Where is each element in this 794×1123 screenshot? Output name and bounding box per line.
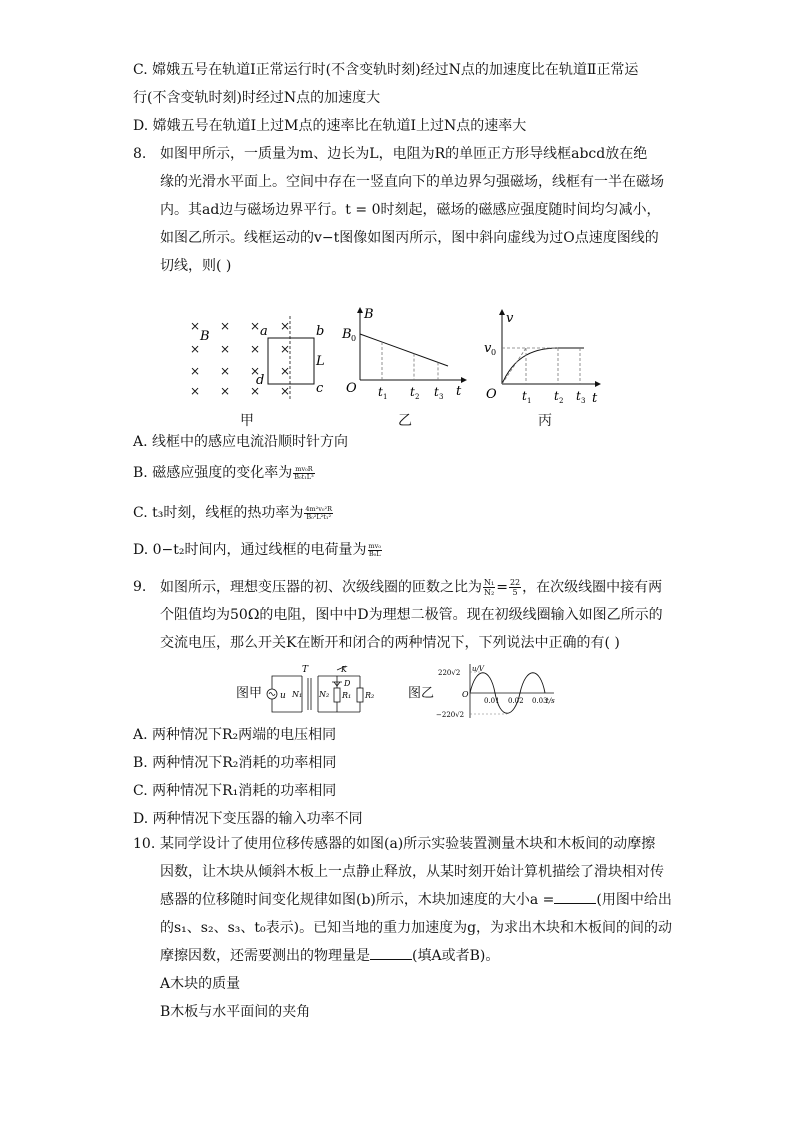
q8-stem-line2: 缘的光滑水平面上。空间中存在一竖直向下的单边界匀强磁场，线框有一半在磁场 [160, 174, 664, 190]
q9-ratio-n2: N₂ [484, 588, 495, 597]
q10-stem-line5 [160, 947, 499, 965]
q8-option-b-fraction [293, 466, 315, 481]
wave-label-uv: u/V [472, 665, 484, 673]
yi-label-t3-sub: 3 [439, 393, 444, 401]
bing-tangent-line [502, 348, 526, 384]
svg-text:×: × [190, 319, 201, 333]
bing-label-t: t [592, 391, 598, 406]
q8-option-d-fraction [368, 543, 382, 558]
q8-option-c-text: C. t₃时刻，线框的热功率为 [133, 505, 304, 521]
svg-text:×: × [280, 319, 291, 333]
wave-tick-001: 0.01 [484, 697, 500, 705]
q9-label-N1: N₁ [292, 690, 303, 699]
wave-label-umax: 220√2 [438, 669, 461, 677]
yi-label-t: t [456, 384, 462, 399]
svg-text:×: × [280, 384, 291, 398]
svg-text:×: × [250, 384, 261, 398]
bing-label-t3-sub: 3 [581, 397, 586, 405]
q9-ratio-n1: N₁ [484, 578, 495, 587]
q9-figure-jia-label: 图甲 [236, 686, 263, 701]
resistor-r1-symbol [334, 688, 340, 702]
q9-option-b: B. 两种情况下R₂消耗的功率相同 [133, 755, 337, 771]
q9-label-K: K [341, 665, 347, 674]
q9-ratio-value [509, 578, 521, 597]
q8-option-d-num: mv₀ [368, 541, 381, 550]
q8-option-b-den: B₀t₁L³ [294, 472, 314, 481]
q9-label-u: u [280, 691, 286, 701]
q10-stem-line4: 的s₁、s₂、s₃、t₀表示)。已知当地的重力加速度为g，为求出木块和木板间的间的动 [160, 920, 673, 936]
label-B: B [200, 329, 210, 344]
q8-stem-line1: 如图甲所示，一质量为m、边长为L，电阻为R的单匝正方形导线框abcd放在绝 [160, 146, 648, 162]
q9-ratio-n [483, 578, 495, 597]
yi-label-O: O [346, 381, 357, 396]
q10-option-b: B木板与水平面间的夹角 [160, 1004, 311, 1020]
svg-text:×: × [220, 384, 231, 398]
q8-option-c-num: 4m²v₀²R [305, 504, 333, 513]
q7-option-c-line1: C. 嫦娥五号在轨道Ⅰ正常运行时(不含变轨时刻)经过N点的加速度比在轨道Ⅱ正常运 [133, 62, 639, 78]
svg-text:×: × [280, 342, 291, 356]
q10-option-a: A木块的质量 [160, 976, 241, 992]
svg-text:×: × [250, 319, 261, 333]
q8-option-b [133, 464, 316, 482]
q8-option-d-den: B₀L [368, 549, 381, 558]
svg-text:×: × [250, 342, 261, 356]
q8-caption-bing: 丙 [538, 413, 552, 429]
svg-text:×: × [190, 342, 201, 356]
wave-tick-003: 0.03 [532, 697, 548, 705]
bing-label-v0-sub: 0 [491, 348, 497, 357]
resistor-r2-symbol [357, 688, 363, 702]
q9-stem-line2: 个阻值均为50Ω的电阻，图中中D为理想二极管。现在初级线圈输入如图乙所示的 [160, 607, 663, 623]
bing-label-t2-sub: 2 [559, 397, 564, 405]
svg-text:×: × [280, 364, 291, 378]
q8-option-c [133, 504, 334, 522]
svg-text:×: × [220, 364, 231, 378]
yi-label-t1-sub: 1 [383, 393, 388, 401]
q10-answer-blank-2[interactable] [370, 947, 412, 960]
q10-stem-line5-b: (填A或者B)。 [412, 948, 500, 964]
q10-stem-line2: 因数，让木块从倾斜木板上一点静止释放，从某时刻开始计算机描绘了滑块相对传 [160, 864, 664, 880]
q9-option-c: C. 两种情况下R₁消耗的功率相同 [133, 783, 337, 799]
svg-text:×: × [220, 342, 231, 356]
q9-label-R2: R₂ [365, 691, 375, 700]
q7-option-d: D. 嫦娥五号在轨道Ⅰ上过M点的速率比在轨道Ⅰ上过N点的速率大 [133, 118, 527, 134]
q8-stem-line5: 切线，则( ) [160, 258, 232, 274]
label-d: d [256, 373, 265, 388]
q8-stem-line3: 内。其ad边与磁场边界平行。t = 0时刻起，磁场的磁感应强度随时间均匀减小， [160, 202, 661, 218]
q10-answer-blank-1[interactable] [554, 891, 596, 904]
q8-option-c-fraction [304, 506, 333, 521]
svg-text:×: × [250, 364, 261, 378]
q9-label-R1: R₁ [342, 691, 352, 700]
yi-label-B0-sub: 0 [351, 334, 357, 343]
label-L: L [316, 354, 325, 369]
q8-caption-yi: 乙 [398, 413, 412, 429]
svg-text:×: × [220, 319, 231, 333]
yi-label-B: B [364, 307, 374, 322]
q10-stem-line1: 某同学设计了使用位移传感器的如图(a)所示实验装置测量木块和木板间的动摩擦 [160, 836, 656, 852]
bing-label-O: O [486, 387, 497, 402]
q9-ratio-5: 5 [512, 588, 518, 597]
q8-option-b-text: B. 磁感应强度的变化率为 [133, 465, 293, 481]
bing-label-t2: t [554, 389, 559, 403]
q9-label-T: T [302, 665, 309, 675]
yi-label-t2-sub: 2 [415, 393, 420, 401]
q8-option-b-num: mv₀R [293, 466, 315, 474]
wave-label-umin: −220√2 [436, 711, 465, 719]
q10-stem-line3 [160, 891, 672, 909]
bing-label-v: v [506, 311, 514, 326]
q9-option-d: D. 两种情况下变压器的输入功率不同 [133, 811, 363, 827]
q8-figure-bing [480, 306, 605, 410]
bing-label-t1-sub: 1 [527, 397, 532, 405]
q8-option-d [133, 541, 383, 559]
bing-label-v0: v [484, 341, 492, 356]
label-a: a [260, 324, 268, 339]
q9-number: 9. [133, 579, 147, 595]
yi-B-line [360, 334, 448, 366]
q10-stem-line3-b: (用图中给出 [596, 892, 672, 908]
q8-number: 8. [133, 146, 147, 162]
q9-stem-line1-a: 如图所示，理想变压器的初、次级线圈的匝数之比为 [160, 579, 482, 596]
label-b: b [316, 324, 325, 339]
svg-text:×: × [190, 364, 201, 378]
q8-option-a: A. 线框中的感应电流沿顺时针方向 [133, 434, 349, 450]
q7-option-c-line2: 行(不含变轨时刻)时经过N点的加速度大 [133, 90, 381, 106]
q9-ratio-22: 22 [509, 578, 521, 587]
q8-stem-line4: 如图乙所示。线框运动的v−t图像如图丙所示，图中斜向虚线为过O点速度图线的 [160, 230, 659, 246]
q8-option-c-den: B₀²L²t₁² [306, 512, 332, 521]
q9-option-a: A. 两种情况下R₂两端的电压相同 [133, 727, 337, 743]
q8-option-d-text: D. 0−t₂时间内，通过线框的电荷量为 [133, 542, 367, 558]
yi-label-t3: t [434, 385, 439, 399]
q10-stem-line5-a: 摩擦因数，还需要测出的物理量是 [160, 948, 370, 964]
q8-figure-jia [180, 308, 330, 408]
yi-label-t2: t [410, 385, 415, 399]
wave-tick-002: 0.02 [508, 697, 524, 705]
bing-label-t1: t [522, 389, 527, 403]
q9-stem-line3: 交流电压，那么开关K在断开和闭合的两种情况下，下列说法中正确的有( ) [160, 635, 620, 651]
yi-label-t1: t [378, 385, 383, 399]
q10-number: 10. [133, 836, 156, 852]
q9-stem-line1-b: ，在次级线圈中接有两 [522, 579, 663, 596]
wave-label-O: O [462, 690, 469, 699]
q9-label-N2: N₂ [319, 690, 330, 699]
bing-label-t3: t [576, 389, 581, 403]
square-loop [268, 338, 314, 384]
transformer-core [308, 678, 311, 710]
label-c: c [316, 381, 324, 396]
q8-figure-yi [338, 302, 473, 408]
ac-wave-glyph [269, 693, 275, 696]
q9-figure-yi-waveform [436, 662, 566, 722]
wave-label-ts: t/s [546, 697, 555, 705]
q8-caption-jia: 甲 [240, 413, 254, 429]
yi-label-B0: B [342, 327, 352, 342]
q9-label-D: D [344, 679, 351, 688]
q9-figure-jia-circuit [262, 664, 382, 720]
q9-stem-line1 [160, 578, 662, 597]
svg-text:×: × [190, 384, 201, 398]
q10-stem-line3-a: 感器的位移随时间变化规律如图(b)所示，木块加速度的大小a = [160, 892, 555, 908]
q9-ratio-eq: = [496, 579, 508, 596]
q9-figure-yi-label: 图乙 [408, 686, 435, 701]
